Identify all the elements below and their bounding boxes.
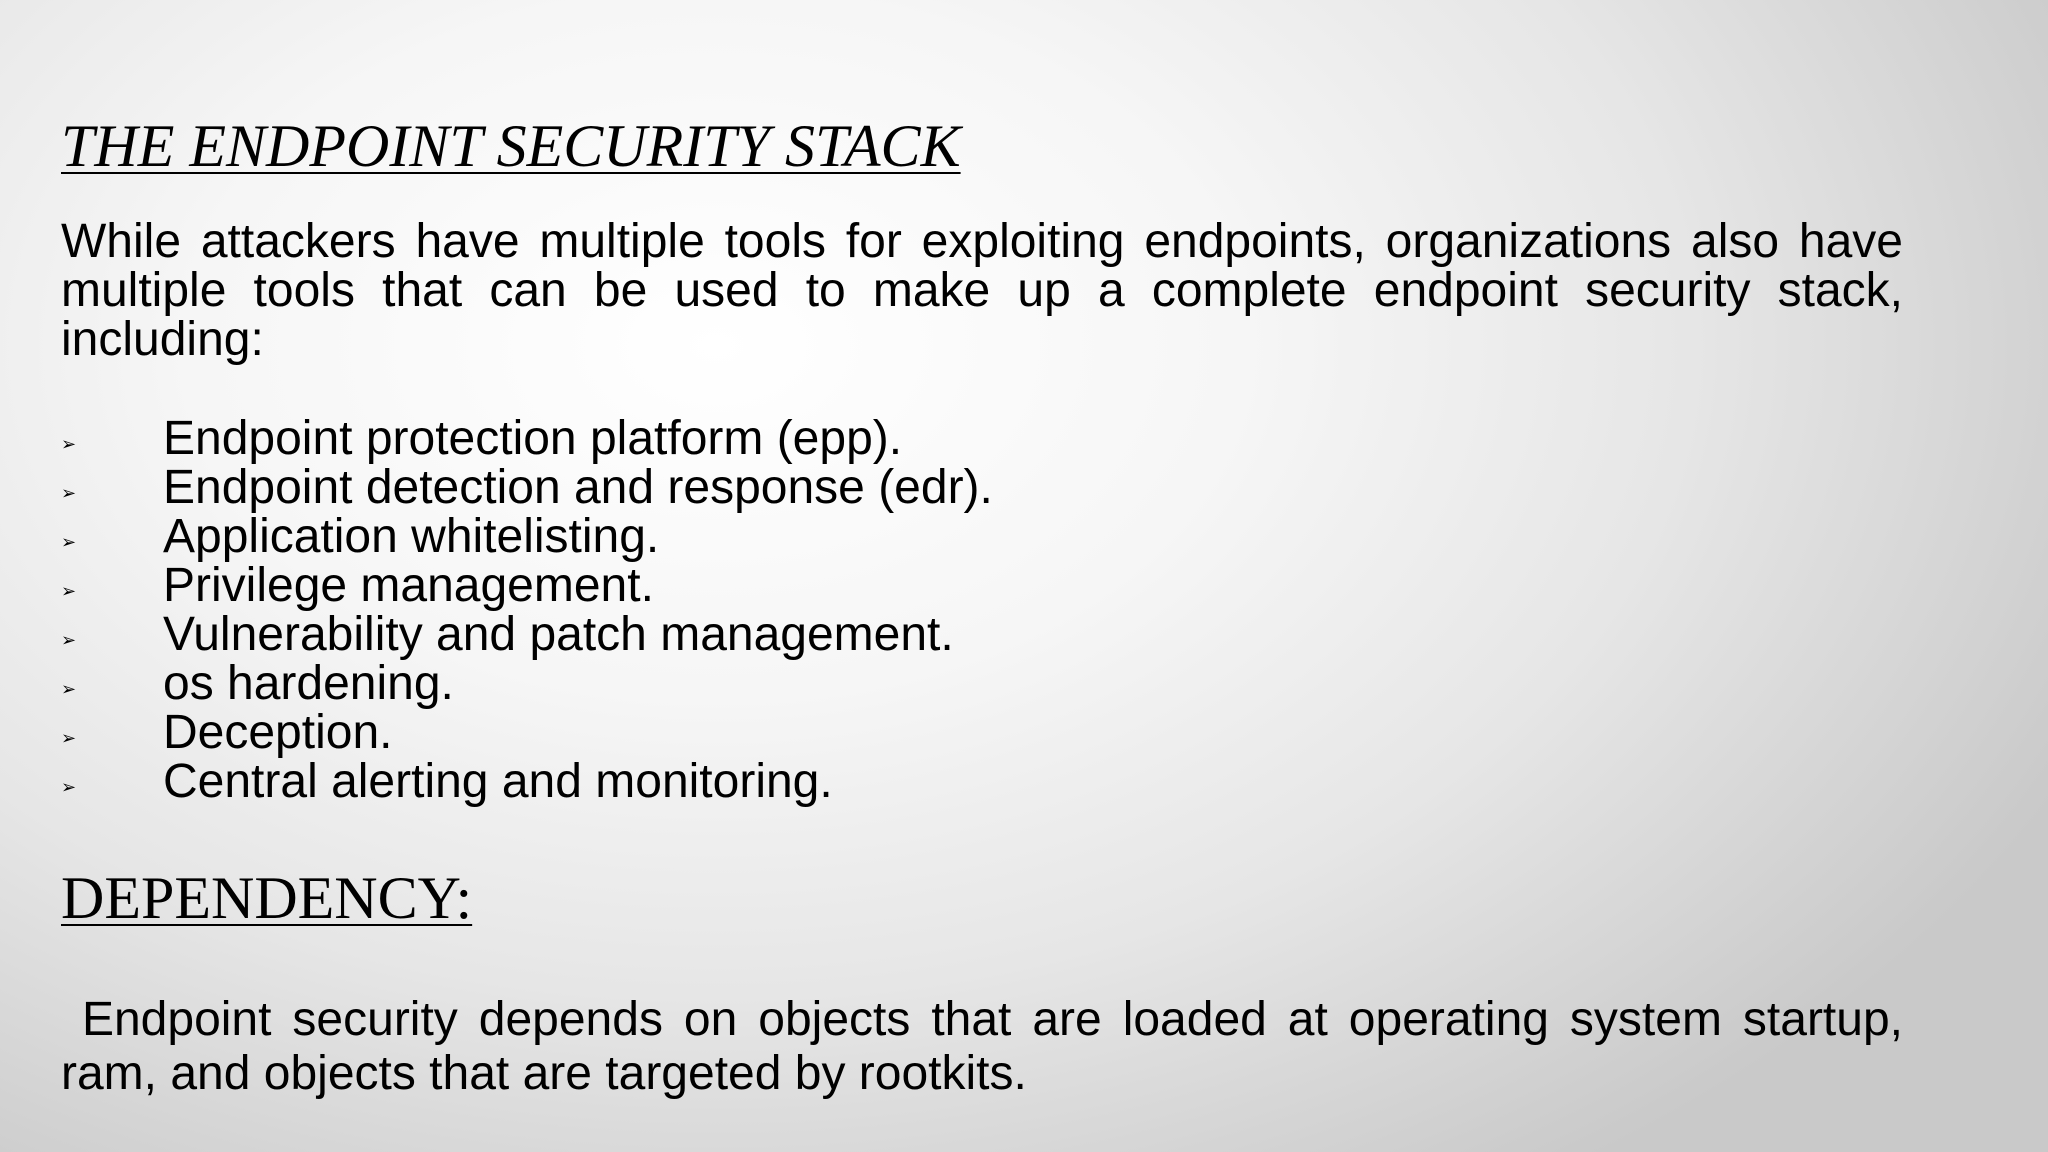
arrowhead-bullet-icon: ➢	[61, 728, 77, 749]
list-item	[61, 659, 993, 708]
list-item-text: Deception.	[163, 706, 393, 759]
arrowhead-bullet-icon: ➢	[61, 777, 77, 798]
intro-paragraph: While attackers have multiple tools for exploiting endpoints, organizations also have multiple tools that can be used to make up a complete endpoint security stack, including:	[61, 215, 1903, 366]
list-item	[61, 708, 993, 757]
list-item-text: Central alerting and monitoring.	[163, 755, 833, 808]
dependency-heading: DEPENDENCY:	[61, 865, 473, 931]
list-item	[61, 512, 993, 561]
arrowhead-bullet-icon: ➢	[61, 483, 77, 504]
list-item-text: Vulnerability and patch management.	[163, 608, 954, 661]
list-item-text: os hardening.	[163, 657, 454, 710]
list-item-text: Application whitelisting.	[163, 510, 660, 563]
list-item-text: Endpoint detection and response (edr).	[163, 461, 993, 514]
list-item	[61, 463, 993, 512]
list-item-text: Privilege management.	[163, 559, 654, 612]
arrowhead-bullet-icon: ➢	[61, 679, 77, 700]
arrowhead-bullet-icon: ➢	[61, 532, 77, 553]
list-item	[61, 561, 993, 610]
slide-title: THE ENDPOINT SECURITY STACK	[61, 113, 961, 179]
arrowhead-bullet-icon: ➢	[61, 581, 77, 602]
list-item-text: Endpoint protection platform (epp).	[163, 412, 903, 465]
arrowhead-bullet-icon: ➢	[61, 630, 77, 651]
list-item	[61, 757, 993, 806]
list-item	[61, 414, 993, 463]
security-stack-list	[61, 414, 993, 806]
dependency-paragraph: Endpoint security depends on objects that are loaded at operating system startup, ram, and objects that are targeted by rootkits.	[61, 993, 1917, 1100]
arrowhead-bullet-icon: ➢	[61, 434, 77, 455]
list-item	[61, 610, 993, 659]
